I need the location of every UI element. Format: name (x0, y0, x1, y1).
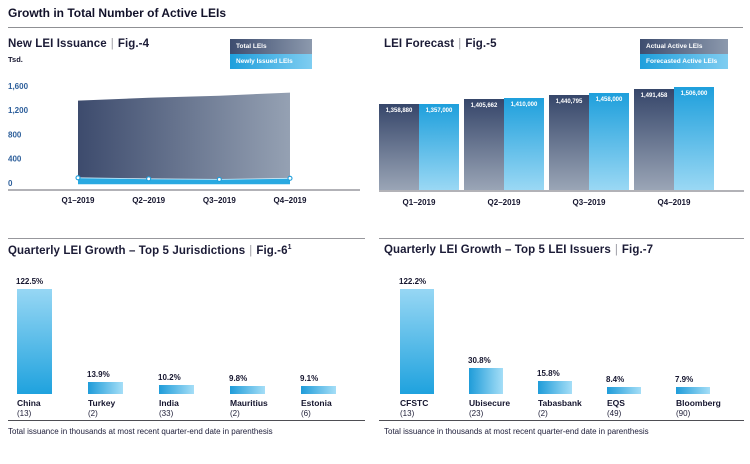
fig6-fig-label: Fig.-6 (256, 244, 288, 257)
data-point-marker (147, 177, 151, 181)
data-point-marker (288, 176, 292, 180)
x-axis-label: Q4–2019 (657, 198, 691, 207)
y-axis-tick-label: 0 (8, 178, 13, 188)
category-count-label: (23) (469, 409, 484, 418)
category-count-label: (6) (301, 409, 311, 418)
y-axis-tick-label: 1,200 (8, 106, 29, 116)
bar-group (634, 33, 714, 190)
x-axis-label: Q1–2019 (402, 198, 436, 207)
bar-actual-active-leis (634, 89, 674, 190)
fig7-footnote: Total issuance in thousands at most recent quarter-end date in parenthesis (384, 427, 649, 436)
category-label: Ubisecure (469, 398, 511, 408)
data-point-marker (217, 177, 221, 181)
bar-forecasted-active-leis (419, 104, 459, 190)
bar-value-label: 1,506,000 (680, 91, 708, 97)
category-count-label: (2) (538, 409, 548, 418)
category-label: CFSTC (400, 398, 429, 408)
bar-actual-active-leis (379, 104, 419, 190)
page-title: Growth in Total Number of Active LEIs (8, 6, 227, 20)
legend-item-forecasted-active-leis: Forecasted Active LEIs (640, 54, 728, 69)
pipe-separator: | (249, 244, 253, 257)
legend-item-newly-issued-leis: Newly Issued LEIs (230, 54, 312, 69)
legend-item-total-leis: Total LEIs (230, 39, 312, 54)
bar-estonia (301, 386, 336, 394)
fig6-title (8, 244, 292, 257)
category-count-label: (13) (400, 409, 415, 418)
bar-value-label: 10.2% (158, 373, 181, 383)
legend-item-actual-active-leis: Actual Active LEIs (640, 39, 728, 54)
bar-value-label: 122.5% (16, 277, 44, 286)
bar-ubisecure (469, 368, 503, 394)
category-count-label: (13) (17, 409, 32, 418)
category-label: Tabasbank (538, 398, 582, 408)
bar-value-label: 1,458,000 (595, 96, 623, 103)
x-axis-line (379, 190, 744, 192)
bar-value-label: 1,410,000 (510, 102, 538, 109)
bar-forecasted-active-leis (674, 87, 714, 190)
category-label: India (159, 398, 179, 408)
fig4-fig-label: Fig.-4 (117, 38, 150, 50)
bar-turkey (88, 382, 123, 394)
bar-value-label: 8.4% (606, 374, 625, 384)
bar-value-label: 1,405,662 (470, 102, 498, 109)
fig5-fig-label: Fig.-5 (465, 38, 497, 50)
bottom-divider (379, 420, 744, 421)
bar-mauritius (230, 386, 265, 394)
category-label: EQS (607, 398, 625, 408)
bar-value-label: 1,440,795 (555, 98, 583, 105)
bar-value-label: 13.9% (87, 370, 110, 380)
top-divider (8, 27, 743, 28)
x-axis-label: Q3–2019 (202, 196, 236, 205)
x-axis-label: Q1–2019 (61, 196, 95, 205)
x-axis-label: Q2–2019 (132, 196, 166, 205)
bar-tabasbank (538, 381, 572, 395)
fig7-title-text: Quarterly LEI Growth – Top 5 LEI Issuers (384, 244, 611, 256)
bar-group (379, 33, 459, 190)
fig6-footnote-ref: 1 (287, 244, 292, 251)
x-axis-label: Q4–2019 (273, 196, 307, 205)
fig7-fig-label: Fig.-7 (621, 244, 654, 256)
panel-lei-forecast (379, 33, 744, 215)
x-axis-label: Q3–2019 (572, 198, 606, 207)
y-axis-unit-label: Tsd. (8, 55, 23, 64)
area-chart-new-lei-issuance (8, 82, 360, 214)
fig6-title-text: Quarterly LEI Growth – Top 5 Jurisdictions (8, 244, 246, 257)
bar-value-label: 1,491,458 (640, 92, 668, 99)
fig4-title (8, 38, 149, 50)
data-point-marker (76, 176, 80, 180)
bar-value-label: 122.2% (399, 277, 427, 287)
bar-value-label: 9.8% (229, 373, 248, 383)
bar-cfstc (400, 289, 434, 394)
bar-value-label: 7.9% (675, 375, 694, 385)
fig4-title-text: New LEI Issuance (8, 38, 107, 50)
bar-value-label: 1,357,000 (425, 108, 453, 115)
category-count-label: (33) (159, 409, 174, 418)
category-count-label: (2) (230, 409, 240, 418)
y-axis-tick-label: 800 (8, 130, 22, 140)
bar-forecasted-active-leis (504, 98, 544, 190)
bar-india (159, 385, 194, 394)
pipe-separator: | (614, 244, 618, 256)
panel-top5-lei-issuers (379, 238, 744, 464)
category-label: Estonia (301, 398, 332, 408)
fig7-title (384, 244, 653, 256)
fig4-legend (230, 39, 312, 69)
panel-top5-jurisdictions (8, 238, 365, 464)
category-label: China (17, 398, 41, 408)
bar-value-label: 15.8% (537, 368, 560, 378)
pipe-separator: | (458, 38, 462, 50)
bar-actual-active-leis (464, 99, 504, 190)
bar-forecasted-active-leis (589, 93, 629, 190)
total-leis-area (78, 93, 290, 180)
x-axis-label: Q2–2019 (487, 198, 521, 207)
category-label: Turkey (88, 398, 116, 408)
fig6-footnote: Total issuance in thousands at most recent quarter-end date in parenthesis (8, 427, 273, 436)
y-axis-tick-label: 400 (8, 154, 22, 164)
bar-eqs (607, 387, 641, 394)
category-label: Bloomberg (676, 398, 721, 408)
bottom-divider (8, 420, 365, 421)
category-count-label: (2) (88, 409, 98, 418)
bar-china (17, 289, 52, 394)
bar-group (464, 33, 544, 190)
category-count-label: (90) (676, 409, 691, 418)
pipe-separator: | (110, 38, 114, 50)
fig5-title-text: LEI Forecast (384, 38, 455, 50)
bar-value-label: 9.1% (300, 374, 319, 384)
bar-actual-active-leis (549, 95, 589, 190)
y-axis-tick-label: 1,600 (8, 82, 29, 91)
bar-value-label: 30.8% (468, 355, 491, 365)
category-count-label: (49) (607, 409, 622, 418)
panel-new-lei-issuance (8, 33, 360, 215)
bar-bloomberg (676, 387, 710, 394)
bar-group (549, 33, 629, 190)
bar-value-label: 1,358,880 (385, 108, 413, 115)
category-label: Mauritius (230, 398, 268, 408)
